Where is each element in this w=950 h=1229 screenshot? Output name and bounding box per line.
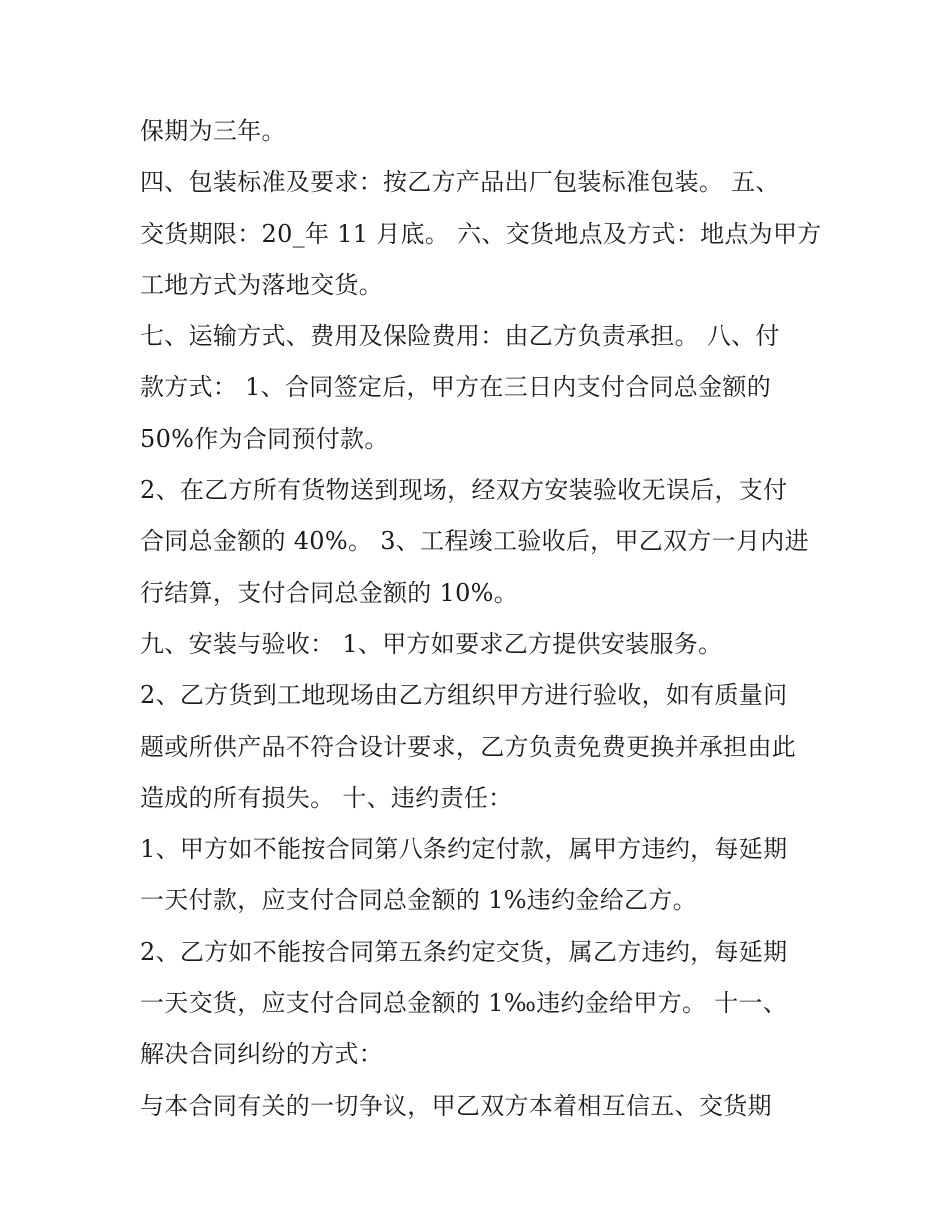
text-line: 2、乙方货到工地现场由乙方组织甲方进行验收，如有质量问 bbox=[140, 681, 788, 710]
text-line: 一天付款，应支付合同总金额的 1%违约金给乙方。 bbox=[140, 886, 697, 915]
text-line: 2、乙方如不能按合同第五条约定交货，属乙方违约，每延期 bbox=[140, 937, 788, 966]
text-line: 行结算，支付合同总金额的 10%。 bbox=[140, 578, 519, 607]
text-line: 与本合同有关的一切争议，甲乙双方本着相互信五、交货期 bbox=[140, 1091, 772, 1120]
text-line: 一天交货，应支付合同总金额的 1‰违约金给甲方。 十一、 bbox=[140, 989, 788, 1018]
text-line: 九、安装与验收： 1、甲方如要求乙方提供安装服务。 bbox=[140, 629, 723, 658]
text-line: 保期为三年。 bbox=[140, 117, 286, 145]
text-line: 1、甲方如不能按合同第八条约定付款，属甲方违约，每延期 bbox=[140, 835, 788, 864]
text-line: 七、运输方式、费用及保险费用：由乙方负责承担。 八、付 bbox=[140, 322, 780, 351]
document-body bbox=[140, 106, 830, 1132]
text-line: 题或所供产品不符合设计要求，乙方负责免费更换并承担由此 bbox=[140, 732, 797, 761]
text-line: 工地方式为落地交货。 bbox=[140, 270, 383, 299]
text-line: 合同总金额的 40%。 3、工程竣工验收后，甲乙双方一月内进 bbox=[140, 527, 809, 556]
text-line: 四、包装标准及要求：按乙方产品出厂包装标准包装。 五、 bbox=[140, 168, 780, 197]
text-line: 造成的所有损失。 十、违约责任： bbox=[140, 783, 513, 812]
text-line: 50%作为合同预付款。 bbox=[140, 424, 389, 453]
text-line: 2、在乙方所有货物送到现场，经双方安装验收无误后，支付 bbox=[140, 476, 788, 505]
text-line: 解决合同纠纷的方式： bbox=[140, 1040, 383, 1069]
text-line: 款方式： 1、合同签定后，甲方在三日内支付合同总金额的 bbox=[140, 373, 771, 402]
text-line: 交货期限：20_年 11 月底。 六、交货地点及方式：地点为甲方 bbox=[140, 219, 822, 248]
